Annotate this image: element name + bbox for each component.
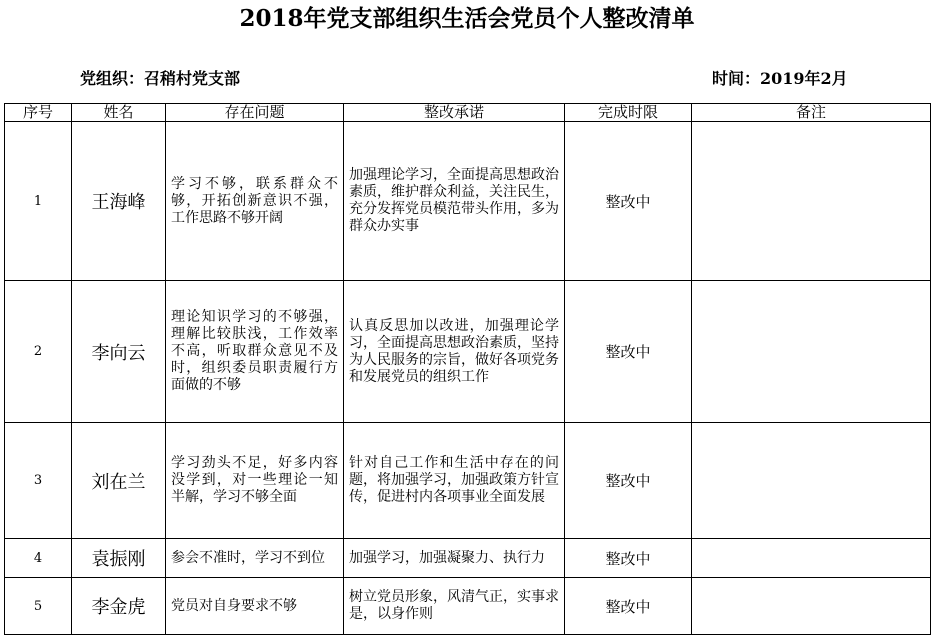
- table-row: [5, 423, 931, 539]
- cell-promise: 针对自己工作和生活中存在的问题，将加强学习，加强政策方针宣传，促进村内各项事业全面发展: [344, 423, 565, 539]
- cell-note: [692, 122, 931, 281]
- cell-deadline: 整改中: [565, 423, 692, 539]
- cell-note: [692, 281, 931, 423]
- table-row: [5, 578, 931, 635]
- cell-deadline: 整改中: [565, 281, 692, 423]
- cell-problem: 学习劲头不足，好多内容没学到，对一些理论一知半解，学习不够全面: [166, 423, 344, 539]
- cell-name: 王海峰: [72, 122, 166, 281]
- cell-problem: 参会不准时，学习不到位: [166, 539, 344, 578]
- header-rectification-promise: 整改承诺: [344, 104, 565, 122]
- header-completion-deadline: 完成时限: [565, 104, 692, 122]
- cell-name: 李金虎: [72, 578, 166, 635]
- time-label: 时间：2019年2月: [712, 69, 848, 88]
- cell-note: [692, 539, 931, 578]
- cell-problem: 党员对自身要求不够: [166, 578, 344, 635]
- cell-promise: 树立党员形象，风清气正，实事求是，以身作则: [344, 578, 565, 635]
- cell-deadline: 整改中: [565, 122, 692, 281]
- cell-name: 李向云: [72, 281, 166, 423]
- cell-problem: 理论知识学习的不够强，理解比较肤浅，工作效率不高，听取群众意见不及时，组织委员职责履行方面做的不够: [166, 281, 344, 423]
- header-serial-number: 序号: [5, 104, 72, 122]
- cell-serial-number: 5: [5, 578, 72, 635]
- document-title: 2018年党支部组织生活会党员个人整改清单: [239, 5, 695, 32]
- cell-promise: 加强学习，加强凝聚力、执行力: [344, 539, 565, 578]
- party-organization-label: 党组织：召稍村党支部: [80, 69, 241, 88]
- header-existing-problems: 存在问题: [166, 104, 344, 122]
- header-name: 姓名: [72, 104, 166, 122]
- cell-serial-number: 2: [5, 281, 72, 423]
- cell-serial-number: 3: [5, 423, 72, 539]
- header-remarks: 备注: [692, 104, 931, 122]
- table-header-row: [5, 104, 931, 122]
- cell-note: [692, 578, 931, 635]
- cell-note: [692, 423, 931, 539]
- cell-serial-number: 4: [5, 539, 72, 578]
- table-row: [5, 122, 931, 281]
- cell-name: 刘在兰: [72, 423, 166, 539]
- table-row: [5, 539, 931, 578]
- rectification-table: [4, 103, 931, 635]
- cell-problem: 学习不够，联系群众不够，开拓创新意识不强，工作思路不够开阔: [166, 122, 344, 281]
- table-row: [5, 281, 931, 423]
- cell-deadline: 整改中: [565, 539, 692, 578]
- cell-deadline: 整改中: [565, 578, 692, 635]
- cell-promise: 加强理论学习，全面提高思想政治素质，维护群众利益，关注民生，充分发挥党员模范带头作用，多为群众办实事: [344, 122, 565, 281]
- cell-serial-number: 1: [5, 122, 72, 281]
- cell-name: 袁振刚: [72, 539, 166, 578]
- cell-promise: 认真反思加以改进，加强理论学习，全面提高思想政治素质，坚持为人民服务的宗旨，做好各项党务和发展党员的组织工作: [344, 281, 565, 423]
